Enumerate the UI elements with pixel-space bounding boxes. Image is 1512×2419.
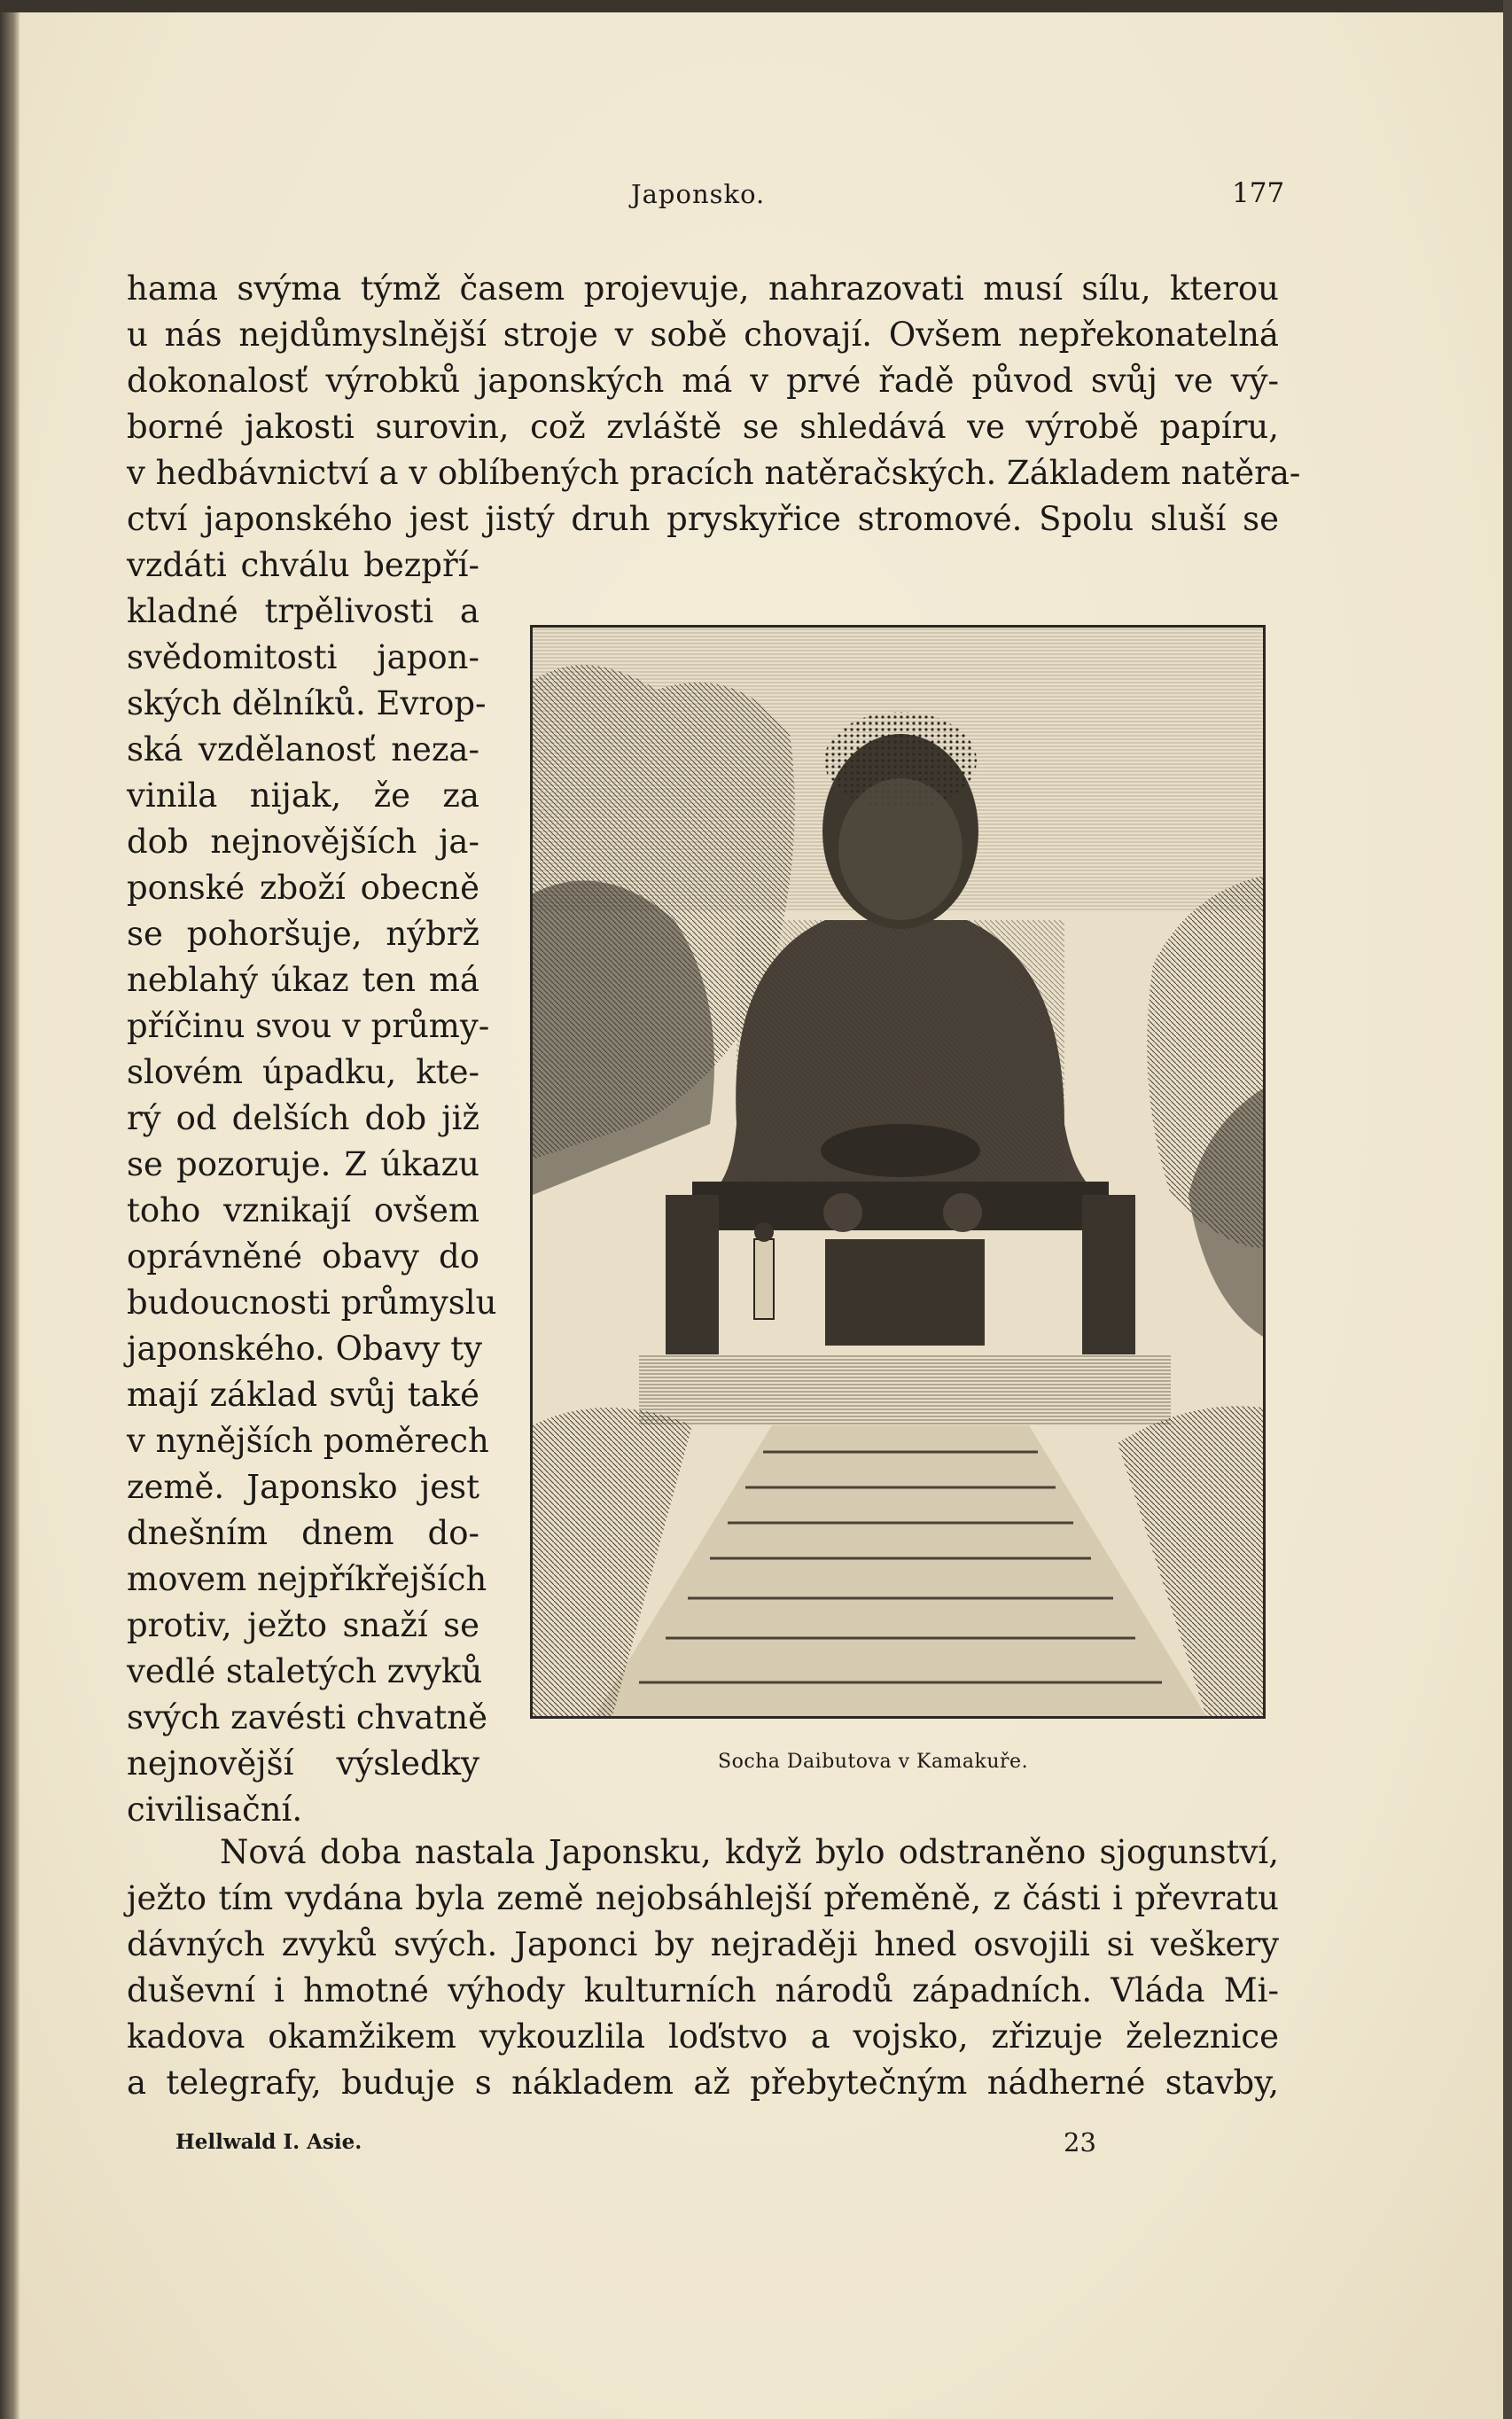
sheet-number: 23	[1064, 2127, 1096, 2158]
running-header-title: Japonsko.	[631, 179, 766, 209]
text-line: duševní i hmotné výhody kulturních národů západních. Vláda Mi-	[127, 1971, 1279, 2009]
text-line: vzdáti chválu bezpří-	[127, 546, 479, 584]
text-line: budoucnosti průmyslu	[127, 1284, 497, 1322]
text-line: protiv, ježto snaží se	[127, 1606, 479, 1644]
text-line: neblahý úkaz ten má	[127, 961, 479, 999]
text-line: dávných zvyků svých. Japonci by nejraději hned osvojili si veškery	[127, 1925, 1279, 1963]
book-binding-edge	[0, 0, 19, 2419]
text-line: nejnovější výsledky	[127, 1744, 479, 1783]
text-line: a telegrafy, buduje s nákladem až přebytečným nádherné stavby,	[127, 2064, 1279, 2102]
page-number: 177	[1232, 177, 1285, 209]
text-line: ponské zboží obecně	[127, 869, 479, 907]
text-line: borné jakosti surovin, což zvláště se shledává ve výrobě papíru,	[127, 408, 1279, 446]
text-line: se pohoršuje, nýbrž	[127, 915, 479, 953]
text-line: země. Japonsko jest	[127, 1468, 479, 1506]
text-line: v nynějších poměrech	[127, 1422, 489, 1460]
text-line: u nás nejdůmyslnější stroje v sobě chovají. Ovšem nepřekonatelná	[127, 316, 1279, 354]
text-line: movem nejpříkřejších	[127, 1560, 487, 1598]
text-line: vedlé staletých zvyků	[127, 1652, 483, 1690]
engraving-image	[533, 628, 1263, 1716]
text-line: slovém úpadku, kte-	[127, 1053, 479, 1091]
text-line: hama svýma týmž časem projevuje, nahrazovati musí sílu, kterou	[127, 269, 1279, 308]
footer-signature: Hellwald I. Asie.	[175, 2130, 362, 2154]
text-line: rý od delších dob již	[127, 1099, 479, 1137]
text-line: dnešním dnem do-	[127, 1514, 479, 1552]
text-line: ctví japonského jest jistý druh pryskyřice stromové. Spolu sluší se	[127, 500, 1279, 538]
text-line: oprávněné obavy do	[127, 1237, 479, 1276]
text-line: ježto tím vydána byla země nejobsáhlejší přeměně, z části i převratu	[127, 1879, 1279, 1917]
text-line: svědomitosti japon-	[127, 638, 479, 676]
text-line: ská vzdělanosť neza-	[127, 730, 479, 769]
text-line: se pozoruje. Z úkazu	[127, 1145, 479, 1183]
text-line: ských dělníků. Evrop-	[127, 684, 487, 722]
text-line: mají základ svůj také	[127, 1376, 479, 1414]
text-line: dob nejnovějších ja-	[127, 823, 479, 861]
text-line: kadova okamžikem vykouzlila loďstvo a vojsko, zřizuje železnice	[127, 2017, 1279, 2056]
daibutsu-illustration	[530, 625, 1266, 1719]
text-line: svých zavésti chvatně	[127, 1698, 488, 1736]
text-line: japonského. Obavy ty	[127, 1330, 483, 1368]
figure-caption: Socha Daibutova v Kamakuře.	[718, 1751, 1029, 1773]
text-line: v hedbávnictví a v oblíbených pracích natěračských. Základem natěra-	[127, 454, 1301, 492]
text-line: kladné trpělivosti a	[127, 592, 479, 630]
text-line: příčinu svou v průmy-	[127, 1007, 490, 1045]
right-page-edge	[1503, 0, 1512, 2419]
text-line: civilisační.	[127, 1791, 303, 1829]
text-line: vinila nijak, že za	[127, 776, 479, 815]
text-line: dokonalosť výrobků japonských má v prvé řadě původ svůj ve vý-	[127, 362, 1279, 400]
top-page-edge	[0, 0, 1512, 12]
text-line: toho vznikají ovšem	[127, 1191, 479, 1229]
text-line: Nová doba nastala Japonsku, když bylo odstraněno sjogunství,	[220, 1833, 1279, 1871]
